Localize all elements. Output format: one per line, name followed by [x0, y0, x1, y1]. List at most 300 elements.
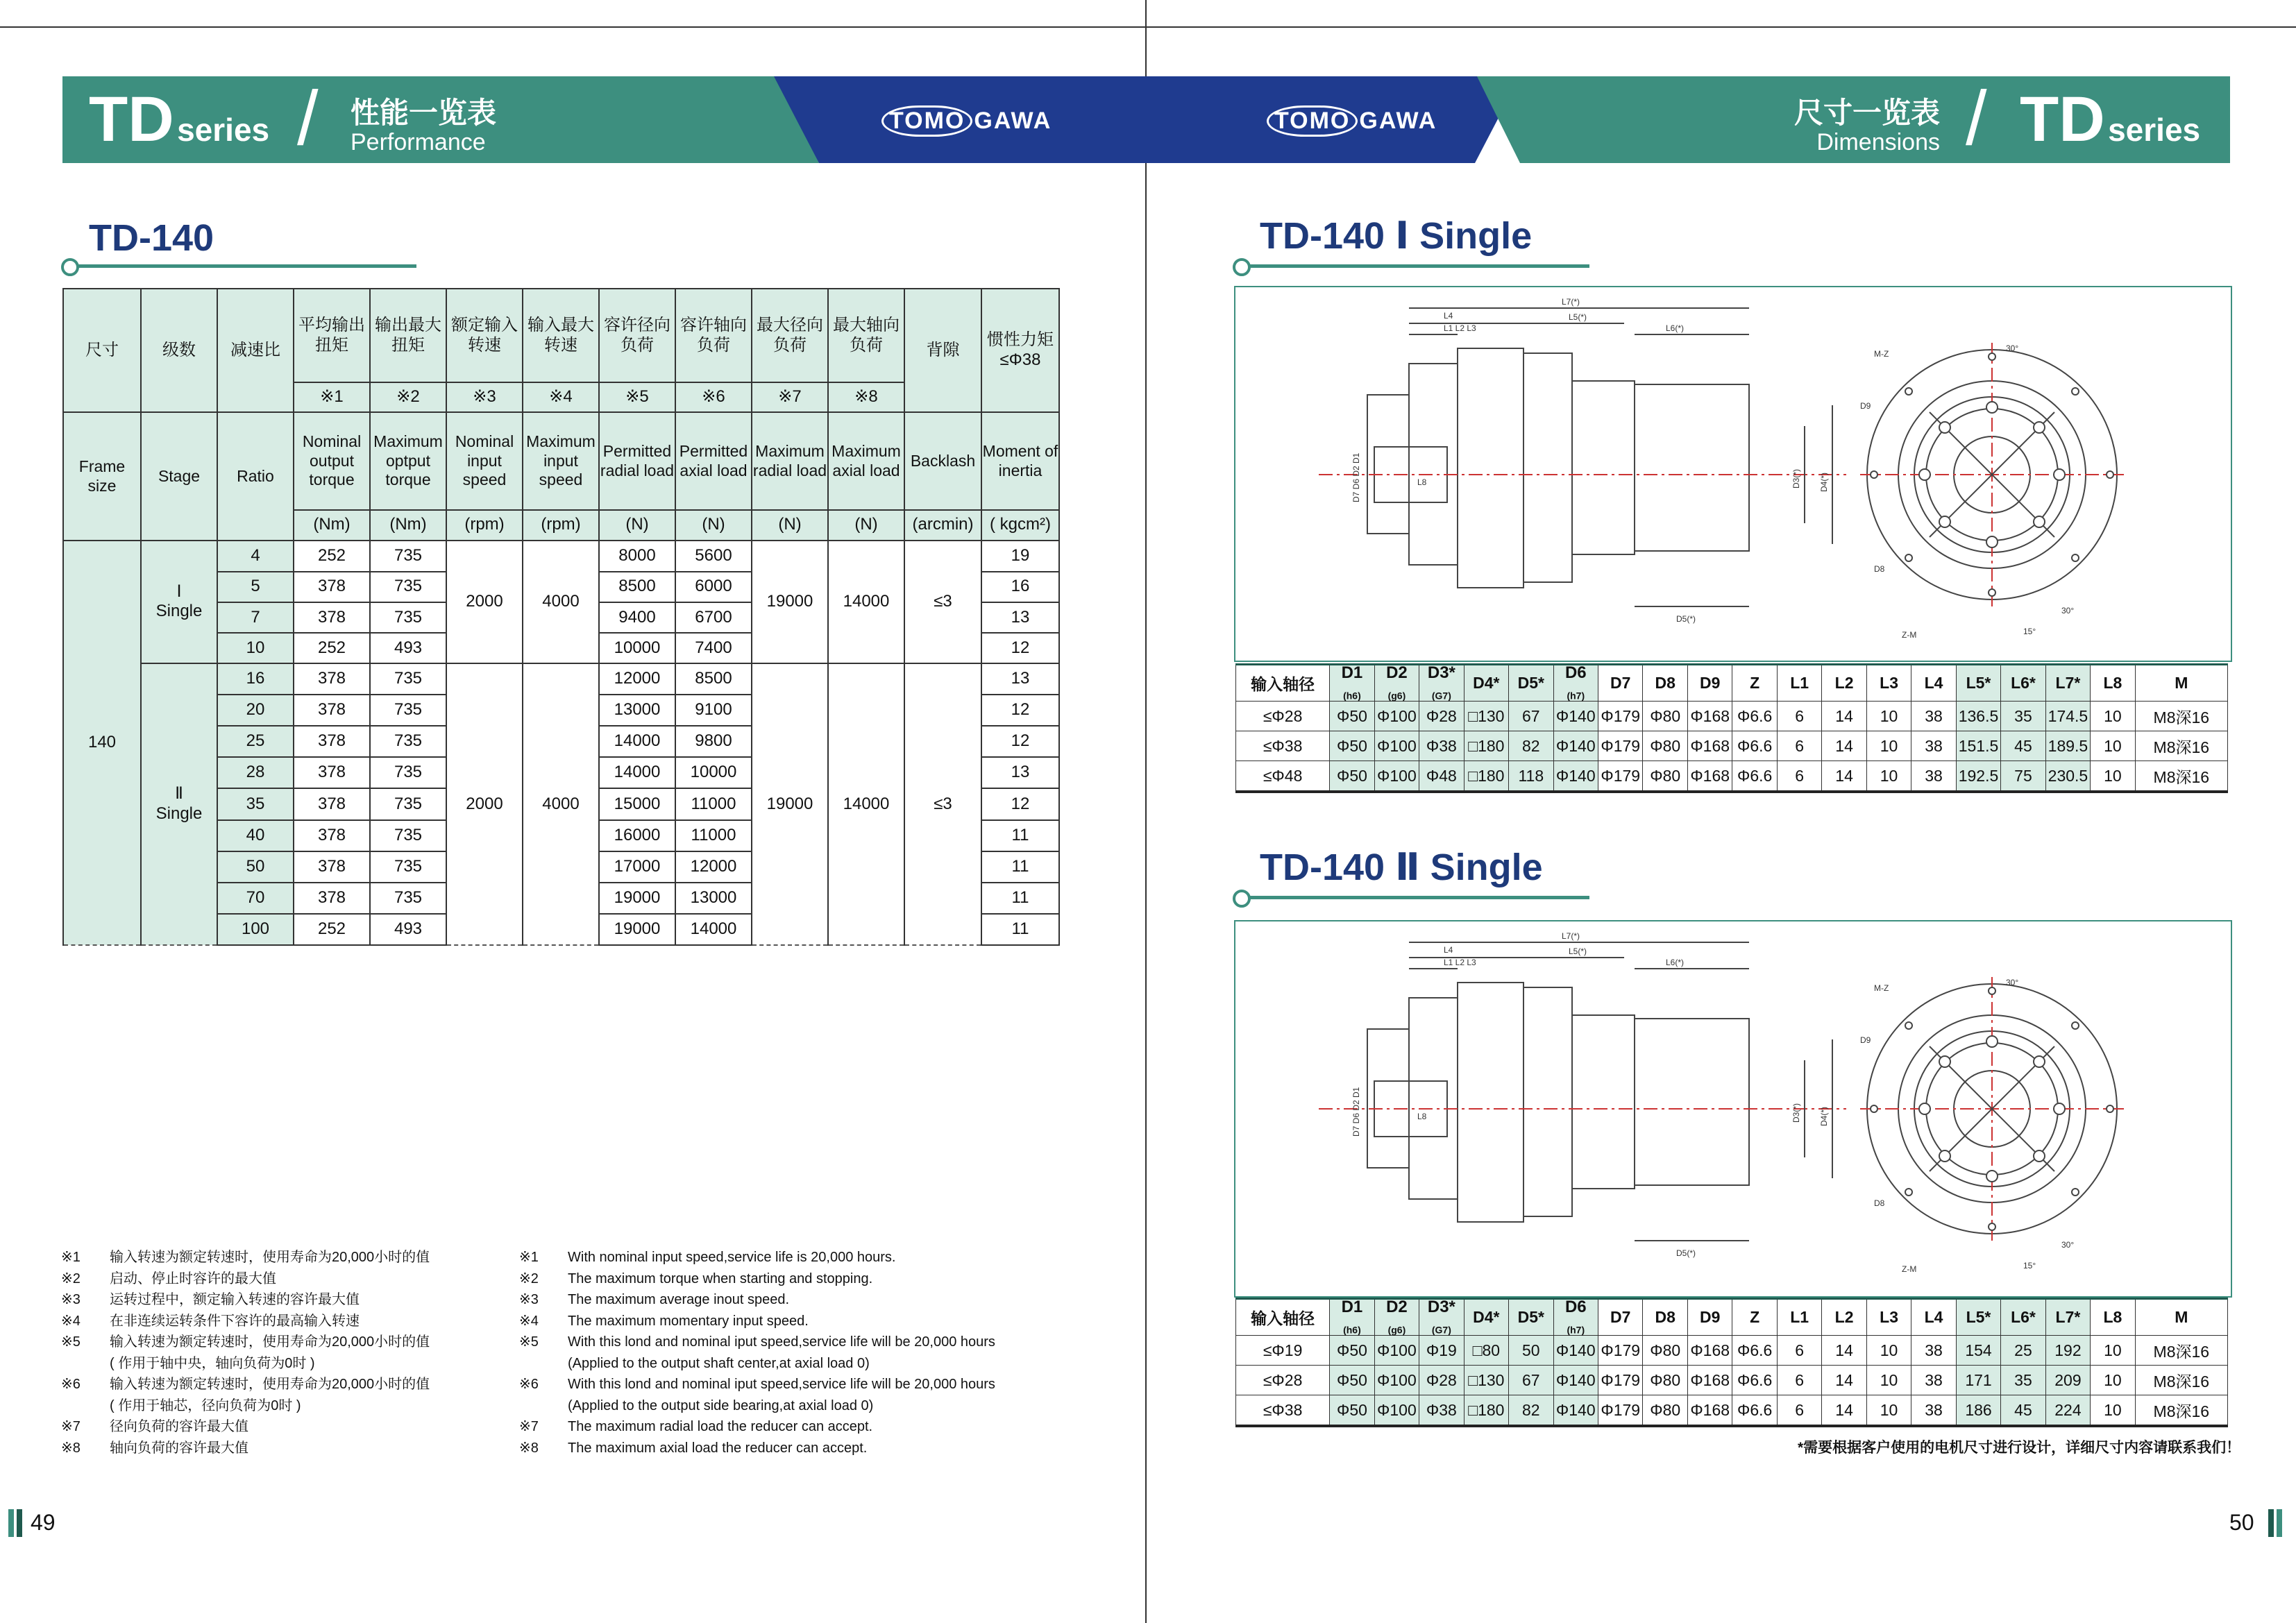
stage1-max-radial: 19000 [752, 541, 828, 663]
svg-text:D4(*): D4(*) [1819, 1106, 1829, 1126]
svg-text:L8: L8 [1417, 1112, 1427, 1121]
footnote-text: With this lond and nominal iput speed,service life will be 20,000 hours [568, 1334, 995, 1350]
dims-header-cell [1374, 1299, 1419, 1336]
hdr-en-t1: Nominal output torque [294, 412, 370, 509]
footnote-text: ( 作用于轴芯，径向负荷为0时 ) [110, 1397, 301, 1413]
footnote-line [61, 1247, 491, 1268]
page-number-left: 49 [31, 1510, 56, 1535]
dims-cell: Φ168 [1687, 761, 1732, 792]
pr-cell: 8000 [599, 541, 675, 572]
dims-cell: 10 [2091, 702, 2135, 731]
note-3: ※3 [446, 382, 523, 412]
dims-header-cell: L8 [2091, 1299, 2135, 1336]
dims-cell: 67 [1509, 1366, 1553, 1395]
inertia-cell: 13 [981, 663, 1059, 695]
pa-cell: 11000 [675, 820, 752, 851]
stage1-speed-max: 4000 [523, 541, 599, 663]
dims-cell: Φ6.6 [1732, 1366, 1777, 1395]
dims-cell: Φ50 [1330, 761, 1374, 792]
svg-text:D8: D8 [1874, 564, 1885, 574]
dims-cell: 82 [1509, 1395, 1553, 1427]
table-row [1236, 1336, 2228, 1366]
single2-drawing [1235, 921, 2231, 1296]
footnote-text: With this lond and nominal iput speed,service life will be 20,000 hours [568, 1377, 995, 1392]
dims-header-cell: D9 [1687, 1299, 1732, 1336]
dims-cell: 6 [1777, 1366, 1821, 1395]
t1-cell: 378 [294, 820, 370, 851]
dims-cell: 10 [1866, 702, 1911, 731]
dims-cell: Φ80 [1643, 1395, 1687, 1427]
svg-text:D7 D6 D2 D1: D7 D6 D2 D1 [1351, 452, 1361, 502]
dims-header-label: D6 [1564, 1298, 1587, 1316]
right-header-slash: / [1966, 76, 1987, 161]
svg-text:D4(*): D4(*) [1819, 472, 1829, 492]
inertia-cell: 11 [981, 851, 1059, 883]
dims-cell: Φ28 [1419, 1366, 1464, 1395]
pa-cell: 6700 [675, 602, 752, 633]
perf-header-cn-row [63, 289, 1059, 382]
note-4: ※4 [523, 382, 599, 412]
single2-side-view [1319, 942, 1846, 1241]
footnote-text: 轴向负荷的容许最大值 [110, 1440, 248, 1456]
right-header-series: TD series [2020, 84, 2201, 155]
dims-cell: M8深16 [2135, 731, 2227, 761]
t1-cell: 378 [294, 757, 370, 788]
footnote-key: ※8 [61, 1440, 81, 1456]
unit-t2: (Nm) [370, 510, 446, 541]
performance-title-underline [69, 264, 416, 268]
dims-cell: 50 [1509, 1336, 1553, 1366]
hdr-cn-pr: 容许径向负荷 [599, 289, 675, 382]
hdr-cn-ma: 最大轴向负荷 [828, 289, 904, 382]
dims-cell: 45 [2001, 731, 2045, 761]
footnote-line [61, 1332, 491, 1353]
hdr-en-pr: Permitted radial load [599, 412, 675, 509]
dims-cell: 189.5 [2045, 731, 2090, 761]
dims-cell: 82 [1509, 731, 1553, 761]
dims-header-cell: 输入轴径 [1236, 665, 1330, 702]
dims-cell: ≤Φ38 [1236, 1395, 1330, 1427]
dims-cell: Φ168 [1687, 1336, 1732, 1366]
unit-mr: (N) [752, 510, 828, 541]
footnote-key: ※7 [519, 1419, 539, 1434]
dims-cell: 6 [1777, 1336, 1821, 1366]
footnote-line [61, 1289, 491, 1311]
performance-title: TD-140 [89, 217, 214, 259]
footnote-line [61, 1395, 491, 1417]
dims-cell: ≤Φ48 [1236, 761, 1330, 792]
single2-front-labels [1860, 978, 2074, 1274]
svg-text:L6(*): L6(*) [1666, 323, 1685, 333]
pr-cell: 14000 [599, 726, 675, 757]
dims-cell: □180 [1464, 731, 1508, 761]
hdr-cn-frame: 尺寸 [63, 289, 141, 412]
dims-cell: 67 [1509, 702, 1553, 731]
footnote-line [519, 1247, 1074, 1268]
table-row [1236, 761, 2228, 792]
dims-cell: 136.5 [1956, 702, 2000, 731]
ratio-cell: 5 [217, 572, 294, 602]
dims-header-cell: D4* [1464, 665, 1508, 702]
t2-cell: 493 [370, 633, 446, 663]
footnote-line [519, 1395, 1074, 1417]
dims-cell: ≤Φ38 [1236, 731, 1330, 761]
svg-text:L7(*): L7(*) [1562, 297, 1580, 307]
dims-cell: 186 [1956, 1395, 2000, 1427]
footnote-text: 输入转速为额定转速时，使用寿命为20,000小时的值 [110, 1250, 430, 1265]
dims-cell: Φ179 [1598, 702, 1643, 731]
dims-cell: Φ6.6 [1732, 1336, 1777, 1366]
hdr-cn-inertia: 惯性力矩 ≤Φ38 [981, 289, 1059, 412]
dims-cell: 14 [1822, 761, 1866, 792]
dims-cell: M8深16 [2135, 1366, 2227, 1395]
dims-header-cell: L5* [1956, 1299, 2000, 1336]
inertia-cell: 13 [981, 602, 1059, 633]
dims-cell: 10 [1866, 1395, 1911, 1427]
dims-cell: 35 [2001, 1366, 2045, 1395]
pr-cell: 19000 [599, 914, 675, 945]
left-header-title: 性能一览表 Performance [351, 96, 497, 155]
hdr-cn-n2: 输入最大转速 [523, 289, 599, 382]
t1-cell: 378 [294, 663, 370, 695]
dims-cell: ≤Φ28 [1236, 1366, 1330, 1395]
inertia-cell: 19 [981, 541, 1059, 572]
dims-cell: □180 [1464, 761, 1508, 792]
footnote-text: The maximum axial load the reducer can accept. [568, 1440, 868, 1456]
ratio-cell: 40 [217, 820, 294, 851]
dims-cell: 154 [1956, 1336, 2000, 1366]
footnote-line [519, 1438, 1074, 1459]
footnote-key: ※5 [519, 1334, 539, 1350]
pr-cell: 19000 [599, 883, 675, 914]
footnote-key: ※4 [61, 1313, 81, 1329]
dims-header-cell: D8 [1643, 1299, 1687, 1336]
footnote-text: The maximum average inout speed. [568, 1292, 790, 1307]
hdr-cn-mr: 最大径向负荷 [752, 289, 828, 382]
footnote-line [519, 1289, 1074, 1311]
t2-cell: 493 [370, 914, 446, 945]
dims-cell: 35 [2001, 702, 2045, 731]
svg-text:L4: L4 [1444, 311, 1453, 321]
single1-title-dot [1233, 258, 1251, 276]
dims-cell: 45 [2001, 1395, 2045, 1427]
unit-pr: (N) [599, 510, 675, 541]
footnote-text: 径向负荷的容许最大值 [110, 1419, 248, 1434]
dims-header-cell: D5* [1509, 1299, 1553, 1336]
svg-text:L1 L2 L3: L1 L2 L3 [1444, 958, 1476, 967]
single1-side-labels [1351, 297, 1829, 624]
t1-cell: 378 [294, 695, 370, 726]
footnote-line [519, 1311, 1074, 1332]
stage1-speed-nominal: 2000 [446, 541, 523, 663]
dims-header-cell: 输入轴径 [1236, 1299, 1330, 1336]
dims-header-row [1236, 665, 2228, 702]
dims-header-fit: (G7) [1431, 1324, 1451, 1336]
unit-inertia: ( kgcm²) [981, 510, 1059, 541]
svg-text:30°: 30° [2006, 978, 2019, 987]
stage2-speed-nominal: 2000 [446, 663, 523, 945]
t2-cell: 735 [370, 572, 446, 602]
inertia-cell: 12 [981, 788, 1059, 819]
dims-header-cell: L8 [2091, 665, 2135, 702]
dims-cell: 10 [1866, 1336, 1911, 1366]
ratio-cell: 20 [217, 695, 294, 726]
ratio-cell: 7 [217, 602, 294, 633]
dims-header-cell: D8 [1643, 665, 1687, 702]
t2-cell: 735 [370, 695, 446, 726]
dims-header-cell [1419, 1299, 1464, 1336]
inertia-cell: 16 [981, 572, 1059, 602]
inertia-cell: 11 [981, 883, 1059, 914]
table-row [1236, 1395, 2228, 1427]
pr-cell: 16000 [599, 820, 675, 851]
table-row [1236, 702, 2228, 731]
dims-cell: 10 [1866, 1366, 1911, 1395]
pa-cell: 9100 [675, 695, 752, 726]
footnote-text: 输入转速为额定转速时，使用寿命为20,000小时的值 [110, 1377, 430, 1392]
stage2-speed-max: 4000 [523, 663, 599, 945]
dims-cell: Φ80 [1643, 702, 1687, 731]
pr-cell: 15000 [599, 788, 675, 819]
dims-header-label: D2 [1386, 1298, 1408, 1316]
dims-cell: Φ38 [1419, 731, 1464, 761]
dims-header-cell: L6* [2001, 665, 2045, 702]
dims-cell: Φ50 [1330, 731, 1374, 761]
t2-cell: 735 [370, 541, 446, 572]
dims-cell: 75 [2001, 761, 2045, 792]
note-5: ※5 [599, 382, 675, 412]
t2-cell: 735 [370, 602, 446, 633]
dims-header-cell [1330, 1299, 1374, 1336]
dims-header-fit: (g6) [1387, 690, 1406, 702]
dims-header-fit: (g6) [1387, 1324, 1406, 1336]
t1-cell: 378 [294, 572, 370, 602]
dims-header-cell [1419, 665, 1464, 702]
pa-cell: 14000 [675, 914, 752, 945]
single2-side-labels [1351, 931, 1829, 1258]
dims-header-label: D1 [1341, 1298, 1363, 1316]
dims-header-cell: D4* [1464, 1299, 1508, 1336]
svg-text:L8: L8 [1417, 477, 1427, 487]
dims-header-cell: D9 [1687, 665, 1732, 702]
footnote-line [61, 1268, 491, 1290]
dims-cell: Φ140 [1553, 1366, 1598, 1395]
dims-cell: Φ140 [1553, 702, 1598, 731]
footnote-line [61, 1438, 491, 1459]
note-1: ※1 [294, 382, 370, 412]
dims-cell: 230.5 [2045, 761, 2090, 792]
footnote-text: The maximum torque when starting and stopping. [568, 1271, 873, 1286]
dims-header-cell: L2 [1822, 1299, 1866, 1336]
dims-cell: □180 [1464, 1395, 1508, 1427]
dims-cell: Φ179 [1598, 761, 1643, 792]
dims-header-cell: D5* [1509, 665, 1553, 702]
footnote-key: ※8 [519, 1440, 539, 1456]
dims-cell: Φ140 [1553, 761, 1598, 792]
svg-text:L6(*): L6(*) [1666, 958, 1685, 967]
dims-cell: Φ100 [1374, 1395, 1419, 1427]
pr-cell: 17000 [599, 851, 675, 883]
pa-cell: 6000 [675, 572, 752, 602]
footnote-text: 运转过程中，额定输入转速的容许最大值 [110, 1292, 360, 1307]
dims-header-label: D3* [1427, 663, 1455, 682]
svg-text:L5(*): L5(*) [1569, 946, 1587, 956]
dims-header-cell [1553, 665, 1598, 702]
t1-cell: 252 [294, 541, 370, 572]
t2-cell: 735 [370, 851, 446, 883]
footnote-key: ※1 [519, 1250, 539, 1265]
dims-cell: M8深16 [2135, 1336, 2227, 1366]
dims-cell: 14 [1822, 702, 1866, 731]
note-6: ※6 [675, 382, 752, 412]
t2-cell: 735 [370, 883, 446, 914]
dims-cell: Φ80 [1643, 1366, 1687, 1395]
frame-size-value: 140 [63, 541, 141, 945]
ratio-cell: 35 [217, 788, 294, 819]
footnote-key: ※3 [519, 1292, 539, 1307]
performance-title-dot [61, 258, 79, 276]
dims-cell: Φ6.6 [1732, 731, 1777, 761]
dims-header-label: D3* [1427, 1298, 1455, 1316]
dims-header-fit: (G7) [1431, 690, 1451, 702]
footnote-key: ※6 [61, 1377, 81, 1392]
dims-header-cell: L1 [1777, 1299, 1821, 1336]
svg-text:D9: D9 [1860, 1035, 1871, 1045]
dims-cell: Φ50 [1330, 1366, 1374, 1395]
t2-cell: 735 [370, 726, 446, 757]
inertia-cell: 11 [981, 914, 1059, 945]
dims-cell: 118 [1509, 761, 1553, 792]
ratio-cell: 50 [217, 851, 294, 883]
dims-cell: 224 [2045, 1395, 2090, 1427]
footnote-text: (Applied to the output shaft center,at axial load 0) [568, 1355, 870, 1371]
dims-cell: Φ179 [1598, 1366, 1643, 1395]
svg-text:L1 L2 L3: L1 L2 L3 [1444, 323, 1476, 333]
single2-title-dot [1233, 890, 1251, 908]
dims-cell: 10 [1866, 761, 1911, 792]
single2-front-view [1860, 977, 2124, 1241]
hdr-cn-n1: 额定输入转速 [446, 289, 523, 382]
dims-cell: Φ168 [1687, 702, 1732, 731]
stage1-max-axial: 14000 [828, 541, 904, 663]
dims-header-cell [1330, 665, 1374, 702]
svg-text:15°: 15° [2023, 1261, 2036, 1271]
unit-backlash: (arcmin) [904, 510, 981, 541]
dims-cell: □80 [1464, 1336, 1508, 1366]
footnote-line [61, 1353, 491, 1375]
page-mark-left-1 [8, 1509, 14, 1537]
footnote-text: The maximum radial load the reducer can accept. [568, 1419, 873, 1434]
t1-cell: 378 [294, 602, 370, 633]
pr-cell: 10000 [599, 633, 675, 663]
unit-n2: (rpm) [523, 510, 599, 541]
t1-cell: 252 [294, 914, 370, 945]
unit-n1: (rpm) [446, 510, 523, 541]
single1-title-underline [1242, 264, 1589, 268]
stage2-backlash: ≤3 [904, 663, 981, 945]
stage2-max-axial: 14000 [828, 663, 904, 945]
inertia-cell: 12 [981, 695, 1059, 726]
dims-cell: Φ168 [1687, 731, 1732, 761]
hdr-cn-backlash: 背隙 [904, 289, 981, 412]
footnote-text: With nominal input speed,service life is 20,000 hours. [568, 1250, 896, 1265]
note-7: ※7 [752, 382, 828, 412]
dims-cell: 14 [1822, 731, 1866, 761]
dims-cell: 192 [2045, 1336, 2090, 1366]
ratio-cell: 16 [217, 663, 294, 695]
dims-cell: Φ80 [1643, 731, 1687, 761]
note-2: ※2 [370, 382, 446, 412]
svg-text:15°: 15° [2023, 627, 2036, 636]
dims-header-cell: L5* [1956, 665, 2000, 702]
dims-cell: 209 [2045, 1366, 2090, 1395]
svg-text:D9: D9 [1860, 401, 1871, 411]
footnote-line [61, 1311, 491, 1332]
single1-side-view [1319, 308, 1846, 606]
single1-front-view [1860, 343, 2124, 606]
single2-title-underline [1242, 896, 1589, 899]
dims-header-cell: L7* [2045, 1299, 2090, 1336]
hdr-cn-pa: 容许轴向负荷 [675, 289, 752, 382]
dims-header-cell: L3 [1866, 665, 1911, 702]
footnote-line [519, 1416, 1074, 1438]
t2-cell: 735 [370, 663, 446, 695]
pa-cell: 12000 [675, 851, 752, 883]
page-mark-right-1 [2268, 1509, 2274, 1537]
dims-cell: 10 [1866, 731, 1911, 761]
pa-cell: 13000 [675, 883, 752, 914]
footnote-text: 在非连续运转条件下容许的最高输入转速 [110, 1313, 360, 1329]
stage2-max-radial: 19000 [752, 663, 828, 945]
dims-cell: 14 [1822, 1336, 1866, 1366]
dims-header-cell: L6* [2001, 1299, 2045, 1336]
dims-cell: Φ100 [1374, 1336, 1419, 1366]
hdr-en-mr: Maximum radial load [752, 412, 828, 509]
dims-cell: Φ80 [1643, 1336, 1687, 1366]
dims-cell: Φ6.6 [1732, 1395, 1777, 1427]
pa-cell: 9800 [675, 726, 752, 757]
footnote-text: 输入转速为额定转速时，使用寿命为20,000小时的值 [110, 1334, 430, 1350]
dims-cell: Φ100 [1374, 761, 1419, 792]
ratio-cell: 4 [217, 541, 294, 572]
left-header-slash: / [297, 76, 319, 161]
table-row [63, 663, 1059, 695]
footnote-key: ※7 [61, 1419, 81, 1434]
dims-cell: 6 [1777, 761, 1821, 792]
inertia-cell: 13 [981, 757, 1059, 788]
dims-cell: Φ100 [1374, 731, 1419, 761]
hdr-en-frame: Frame size [63, 412, 141, 540]
dims-cell: 192.5 [1956, 761, 2000, 792]
dims-header-row [1236, 1299, 2228, 1336]
pr-cell: 14000 [599, 757, 675, 788]
dims-cell: Φ48 [1419, 761, 1464, 792]
dims-cell: Φ28 [1419, 702, 1464, 731]
single1-drawing-box [1234, 286, 2232, 662]
dims-cell: Φ80 [1643, 761, 1687, 792]
table-row [1236, 731, 2228, 761]
dims-cell: 151.5 [1956, 731, 2000, 761]
svg-text:D8: D8 [1874, 1198, 1885, 1208]
stage1-label: Ⅰ Single [141, 541, 217, 663]
dims-cell: 171 [1956, 1366, 2000, 1395]
svg-text:M-Z: M-Z [1874, 983, 1889, 993]
svg-text:D5(*): D5(*) [1676, 1248, 1696, 1258]
t1-cell: 378 [294, 883, 370, 914]
dims-cell: 174.5 [2045, 702, 2090, 731]
single2-drawing-box [1234, 920, 2232, 1298]
pr-cell: 8500 [599, 572, 675, 602]
